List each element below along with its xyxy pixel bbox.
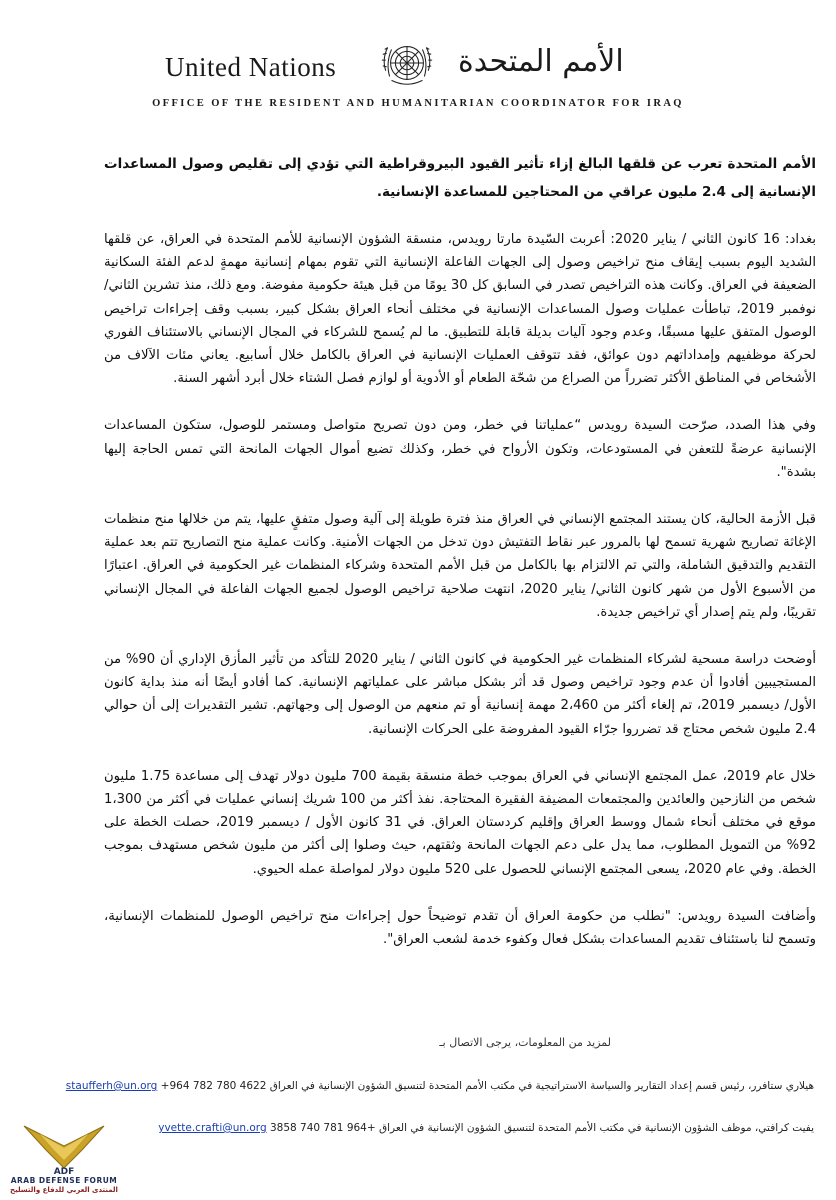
svg-text:ADF: ADF xyxy=(53,1167,75,1176)
email-link[interactable]: staufferh@un.org xyxy=(65,1080,158,1092)
press-release-title: الأمم المتحدة تعرب عن قلقها البالغ إزاء تأثير القيود البيروقراطية التي تؤدي إلى تقليص وصول المساعدات الإنسانية إلى 2.4 مليون عراقي من المحتاجين للمساعدة الإنسانية. xyxy=(104,156,816,200)
paragraph-6: وأضافت السيدة رويدس: "نطلب من حكومة العراق أن تقدم توضيحاً حول إجراءات منح تراخيص الوصول للمنظمات الإنسانية، وتسمح لنا باستئناف تقديم المساعدات بشكل فعال وكفوء خدمة لشعب العراق". xyxy=(104,908,816,948)
press-release-body xyxy=(104,150,816,975)
contact-description: هيلاري ستافرر، رئيس قسم إعداد التقارير والسياسة الاستراتيجية في مكتب الأمم المتحدة لتنسيق الشؤون الإنسانية في العراق 4622 780 782 964+ xyxy=(160,1080,814,1092)
office-name: OFFICE OF THE RESIDENT AND HUMANITARIAN COORDINATOR FOR IRAQ xyxy=(152,98,684,109)
watermark-logo xyxy=(4,1116,124,1200)
paragraph-3: قبل الأزمة الحالية، كان يستند المجتمع الإنساني في العراق منذ فترة طويلة إلى آلية وصول متفقٍ عليها، يتم من خلالها منح منظمات الإغاثة تصاريح شهرية تسمح لها بالمرور عبر نقاط التفتيش دون تدخل من الجهات الأمنية. وكانت عملية منح التصاريح تتم بعد عملية التقديم والتدقيق الشاملة، والتي تم الالتزام بها بالكامل من قبل الأمم المتحدة وشركاء المنظمات غير الحكومية في العراق. اعتبارًا من الأسبوع الأول من شهر كانون الثاني/ يناير 2020، انتهت صلاحية تراخيص الوصول لجميع الجهات الفاعلة في المجال الإنساني تقريبًا، ولم يتم إصدار أي تراخيص جديدة. xyxy=(104,512,816,620)
contact-stauffer xyxy=(66,1080,814,1092)
paragraph-2: وفي هذا الصدد، صرّحت السيدة رويدس “عملياتنا في خطر، ومن دون تصريح متواصل ومستمر للوصول، ستكون المساعدات الإنسانية عرضةً للتعفن في المستودعات، وتكون الأرواح في خطر، وكذلك تضيع أموال الجهات المانحة التي تمس الحاجة إليها بشدة". xyxy=(104,418,816,480)
org-name-arabic: الأمم المتحدة xyxy=(458,44,624,79)
arab-defense-forum-logo-icon xyxy=(4,1116,124,1176)
org-name-english: United Nations xyxy=(165,52,337,82)
letterhead xyxy=(0,30,836,120)
contact-description: يفيت كرافتي، موظف الشؤون الإنسانية في مكتب الأمم المتحدة لتنسيق الشؤون الإنسانية في العراق +964 781 740 3858 xyxy=(269,1122,814,1134)
email-link[interactable]: yvette.crafti@un.org xyxy=(158,1122,267,1134)
un-emblem-icon xyxy=(378,34,436,92)
paragraph-1: بغداد: 16 كانون الثاني / يناير 2020: أعربت السّيدة مارتا رويدس، منسقة الشؤون الإنسانية للأمم المتحدة في العراق، عن قلقها الشديد اليوم بسبب إيقاف منح تراخيص وصول إلى الجهات الفاعلة الإنسانية التي تقوم بمهام إنسانية مهمةٍ لدعم الفئة السكانية الضعيفة في العراق. وكانت هذه التراخيص تصدر في السابق كل 30 يومًا من قبل هيئة حكومية مفوضة. ومع ذلك، منذ تشرين الثاني/ نوفمبر 2019، تباطأت عمليات وصول المساعدات الإنسانية في مختلف أنحاء العراق بشكل كبير، بسبب وقف إجراءات تراخيص الوصول المتفق عليها مسبقًا، وعدم وجود آليات بديلة قابلة للتطبيق. ما لم يُسمح للشركاء في المجال الإنساني بالاستئناف الفوري لحركة موظفيهم وإمداداتهم دون عوائق، فقد تتوقف العمليات الإنسانية في العراق بالكامل خلال أسابيع. يعاني مئات الآلاف من الأشخاص في المناطق الأكثر تضرراً من الصراع من شحّة الطعام أو الأدوية أو لوازم فصل الشتاء خلال أبرد أشهر السنة. xyxy=(104,232,817,387)
watermark-name-arabic: المنتدى العربي للدفاع والتسليح xyxy=(10,1186,118,1194)
paragraph-5: خلال عام 2019، عمل المجتمع الإنساني في العراق بموجب خطة منسقة بقيمة 700 مليون دولار تهدف إلى مساعدة 1.75 مليون شخص من النازحين والعائدين والمجتمعات المضيفة الفقيرة المحتاجة. نفذ أكثر من 100 شريك إنساني عمليات في أكثر من 1،300 موقع في مختلف أنحاء شمال ووسط العراق وإقليم كردستان العراق. في 31 كانون الأول / ديسمبر 2019، حصلت الخطة على 92% من التمويل المطلوب، مما يدل على دعم الجهات المانحة وثقتهم، حيث وصلوا إلى أكثر من مليون شخص مستهدف بموجب الخطة. وفي عام 2020، يسعى المجتمع الإنساني للحصول على 520 مليون دولار لمواصلة عمله الحيوي. xyxy=(104,768,816,877)
watermark-name-english: ARAB DEFENSE FORUM xyxy=(10,1176,118,1185)
paragraph-4: أوضحت دراسة مسحية لشركاء المنظمات غير الحكومية في كانون الثاني / يناير 2020 للتأكد من تأثير المأزق الإداري أن 90% من المستجيبين أفادوا أن عدم وجود تراخيص وصول قد أثر بشكل مباشر على عملياتهم الإنسانية. كما أفادو أيضًا أنه منذ بداية كانون الأول/ ديسمبر 2019، تم إلغاء أكثر من 2،460 مهمة إنسانية أو تم منعهم من الوصول إلى وجهاتهم. تشير التقديرات إلى أن حوالي 2.4 مليون شخص محتاج قد تضرروا جرّاء القيود المفروضة على الحركات الإنسانية. xyxy=(104,652,817,737)
contact-intro: لمزيد من المعلومات، يرجى الاتصال بـ xyxy=(439,1036,611,1049)
contact-crafti xyxy=(158,1122,814,1134)
